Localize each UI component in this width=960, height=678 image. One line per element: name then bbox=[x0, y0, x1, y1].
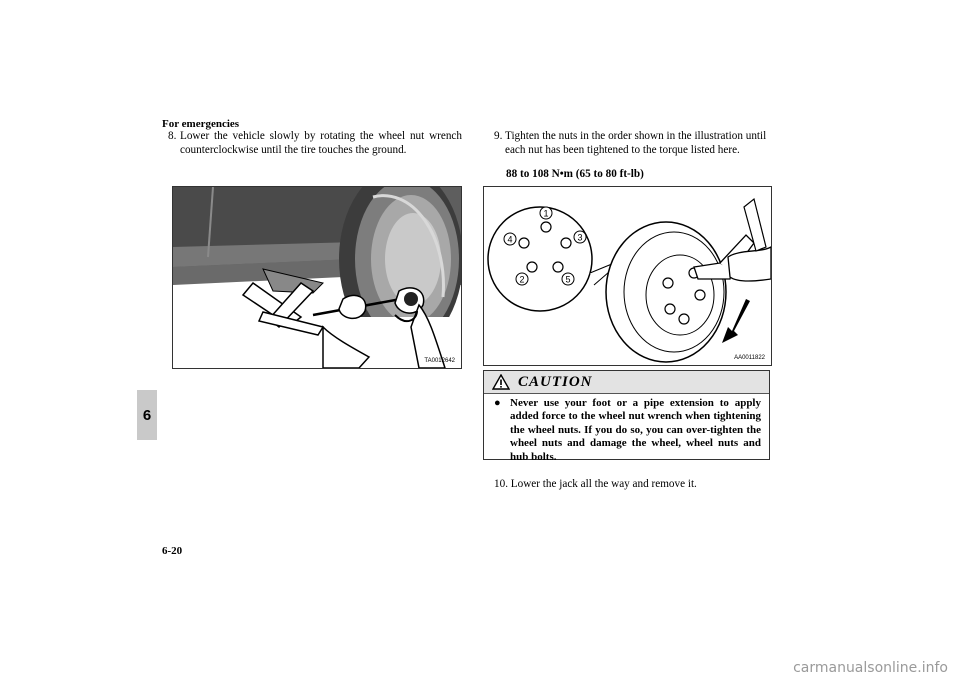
warning-triangle-icon bbox=[492, 374, 510, 390]
step-9-text: Tighten the nuts in the order shown in the illustration until each nut has been tightened to the torque listed here. bbox=[505, 130, 767, 156]
page-number: 6-20 bbox=[162, 545, 183, 557]
caution-body bbox=[484, 394, 769, 464]
figure-tightening-order bbox=[483, 186, 772, 366]
chapter-tab bbox=[137, 390, 157, 440]
caution-box bbox=[483, 370, 770, 463]
step-8-number: 8. bbox=[168, 130, 177, 142]
torque-spec: 88 to 108 N•m (65 to 80 ft-lb) bbox=[506, 168, 644, 180]
step-9-number: 9. bbox=[494, 130, 503, 142]
svg-text:2: 2 bbox=[519, 274, 525, 285]
svg-text:1: 1 bbox=[543, 208, 549, 219]
caution-header bbox=[484, 371, 769, 394]
jack-illustration bbox=[173, 187, 461, 368]
svg-text:3: 3 bbox=[577, 232, 583, 243]
order-label-2 bbox=[516, 273, 528, 285]
svg-text:5: 5 bbox=[565, 274, 571, 285]
chapter-tab-number: 6 bbox=[142, 406, 152, 424]
caution-text: Never use your foot or a pipe extension to apply added force to the wheel nut wrench when tightening the wheel nuts. If you do so, you can over-tighten the wheel nuts and damage the wheel, wheel nuts and hub bolts. bbox=[510, 397, 761, 463]
order-label-5 bbox=[562, 273, 574, 285]
caution-title: CAUTION bbox=[518, 373, 593, 390]
order-label-4 bbox=[504, 233, 516, 245]
order-label-1 bbox=[540, 207, 552, 219]
wheel-nut-illustration bbox=[484, 187, 771, 365]
figure-lowering-jack bbox=[172, 186, 462, 369]
step-10: 10. Lower the jack all the way and remove it. bbox=[494, 478, 697, 490]
step-8 bbox=[168, 130, 462, 157]
watermark: carmanualsonline.info bbox=[793, 660, 948, 676]
step-8-text: Lower the vehicle slowly by rotating the wheel nut wrench counterclockwise until the tire touches the ground. bbox=[180, 130, 462, 156]
figure-code: AA0011822 bbox=[734, 355, 765, 361]
bullet-icon: ● bbox=[494, 397, 501, 409]
section-header: For emergencies bbox=[162, 118, 240, 130]
order-label-3 bbox=[574, 231, 586, 243]
step-9 bbox=[494, 130, 774, 157]
figure-code: TA0012642 bbox=[424, 358, 455, 364]
svg-text:4: 4 bbox=[507, 234, 513, 245]
